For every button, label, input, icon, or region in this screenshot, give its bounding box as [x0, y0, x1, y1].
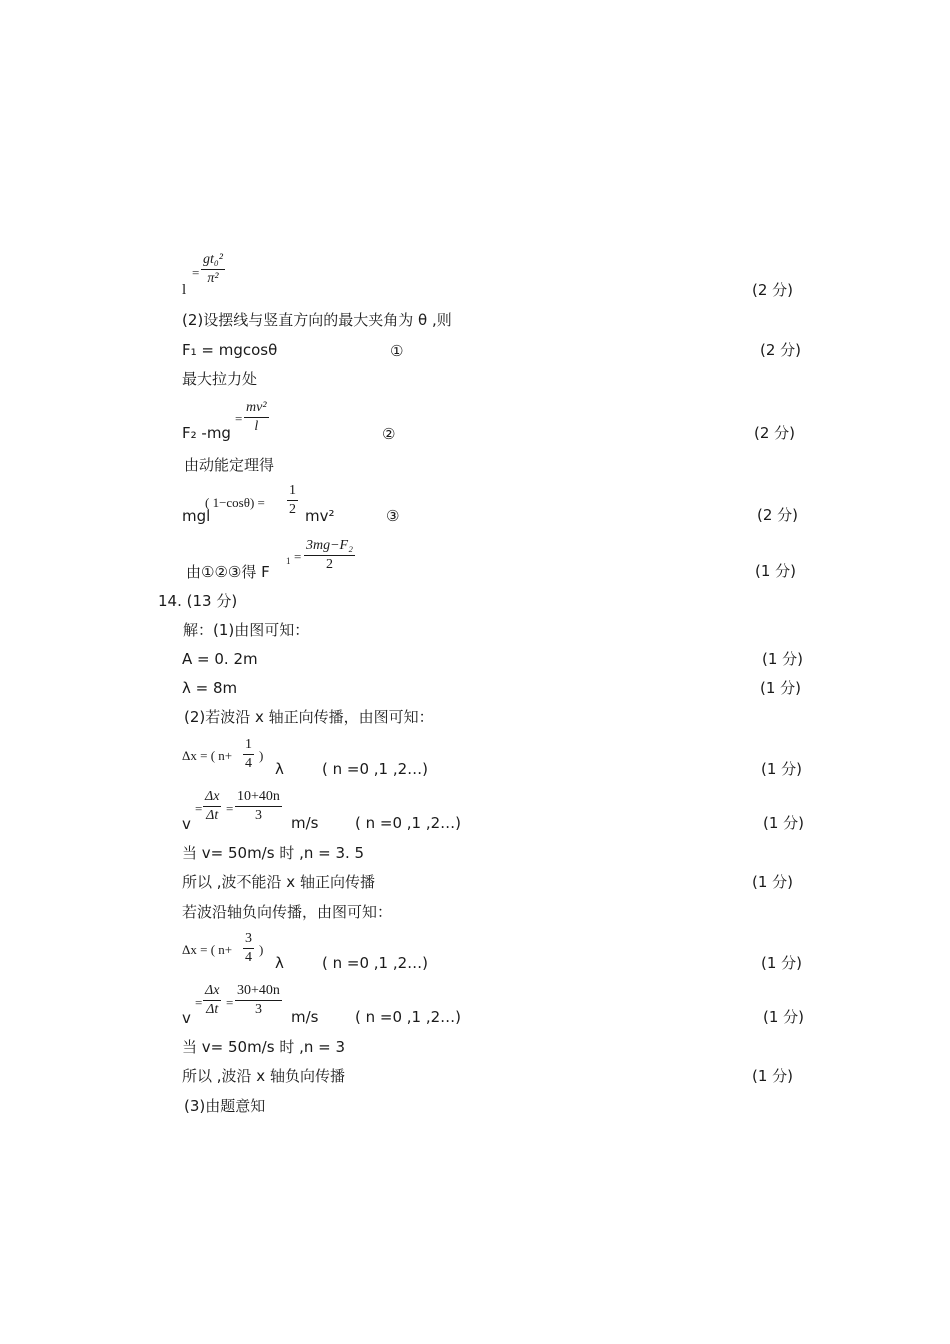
equals-sign: =	[192, 265, 200, 280]
score-points: (1 分)	[763, 814, 805, 832]
fraction-numerator: 3mg−F₂	[306, 538, 353, 553]
fraction-denominator: 2	[289, 502, 296, 517]
unit-ms: m/s	[291, 1008, 319, 1026]
fraction-numerator: mv²	[246, 400, 267, 415]
fraction-numerator: gt₀²	[203, 252, 223, 267]
conclusion-negative: 所以 ,波沿 x 轴负向传播	[182, 1067, 345, 1085]
score-points: (2 分)	[754, 424, 796, 442]
unit-ms: m/s	[291, 814, 319, 832]
fraction-denominator: π²	[207, 271, 219, 286]
fraction-denominator: 4	[245, 950, 252, 965]
formula-energy-right: mv²	[305, 507, 335, 525]
part2-text: (2)设摆线与竖直方向的最大夹角为 θ ,则	[182, 311, 452, 329]
fraction-quarter	[243, 737, 254, 772]
fraction-v2	[235, 983, 282, 1018]
equals-sign: =	[294, 549, 302, 564]
part3-text: (3)由题意知	[184, 1097, 266, 1115]
score-points: (1 分)	[761, 954, 803, 972]
fraction-f2	[244, 400, 269, 435]
fraction-denominator: 3	[254, 1002, 262, 1017]
formula-energy-paren: ( 1−cosθ) =	[205, 495, 265, 510]
wavelength-value: λ = 8m	[182, 679, 238, 697]
fraction-dx-dt	[203, 789, 221, 824]
fraction-v1	[235, 789, 282, 824]
fraction-denominator: Δt	[206, 1002, 219, 1017]
formula-dx1-left: Δx = ( n+	[182, 748, 233, 763]
score-points: (1 分)	[763, 1008, 805, 1026]
formula-dx1-right: )	[259, 748, 264, 763]
score-points: (1 分)	[760, 679, 802, 697]
score-points: (2 分)	[760, 341, 802, 359]
score-points: (1 分)	[752, 1067, 794, 1085]
fraction-numerator: 1	[289, 483, 296, 498]
question-14-heading: 14. (13 分)	[158, 592, 238, 610]
fraction-denominator: 2	[325, 557, 333, 572]
amplitude-value: A = 0. 2m	[182, 650, 258, 668]
fraction-numerator: 30+40n	[237, 983, 280, 998]
n-range: ( n =0 ,1 ,2…)	[322, 954, 429, 972]
result-subscript: 1	[286, 556, 291, 566]
lambda-symbol: λ	[275, 760, 284, 778]
equation-mark-3: ③	[386, 507, 400, 525]
fraction-result	[304, 538, 355, 573]
n-range: ( n =0 ,1 ,2…)	[355, 814, 462, 832]
score-points: (1 分)	[761, 760, 803, 778]
formula-dx2-right: )	[259, 942, 264, 957]
fraction-numerator: Δx	[205, 789, 220, 804]
score-points: (1 分)	[762, 650, 804, 668]
when-v-positive: 当 v= 50m/s 时 ,n = 3. 5	[182, 844, 365, 862]
formula-l-var: l	[182, 282, 187, 298]
formula-v2-var: v	[182, 1009, 191, 1027]
when-v-negative: 当 v= 50m/s 时 ,n = 3	[182, 1038, 346, 1056]
equation-mark-2: ②	[382, 425, 396, 443]
fraction-three-quarters	[243, 931, 254, 966]
max-pull-text: 最大拉力处	[182, 370, 258, 388]
fraction-numerator: 10+40n	[237, 789, 280, 804]
formula-f1: F₁ = mgcosθ	[182, 341, 278, 359]
fraction-denominator: Δt	[206, 808, 219, 823]
equals-sign: =	[195, 995, 203, 1010]
fraction-numerator: 3	[245, 931, 252, 946]
score-points: (2 分)	[757, 506, 799, 524]
fraction-numerator: Δx	[205, 983, 220, 998]
n-range: ( n =0 ,1 ,2…)	[322, 760, 429, 778]
fraction-denominator: 4	[245, 756, 252, 771]
score-points: (1 分)	[755, 562, 797, 580]
score-points: (2 分)	[752, 281, 794, 299]
n-range: ( n =0 ,1 ,2…)	[355, 1008, 462, 1026]
formula-f2: F₂ -mg	[182, 424, 231, 442]
energy-theorem-text: 由动能定理得	[184, 456, 275, 474]
lambda-symbol: λ	[275, 954, 284, 972]
equals-sign: =	[235, 411, 243, 426]
solution-intro: 解：(1)由图可知：	[183, 621, 310, 639]
formula-dx2-left: Δx = ( n+	[182, 942, 233, 957]
equals-sign: =	[195, 801, 203, 816]
conclusion-positive: 所以 ,波不能沿 x 轴正向传播	[182, 873, 375, 891]
result-text: 由①②③得 F	[186, 563, 270, 581]
fraction-l	[201, 252, 225, 287]
equation-mark-1: ①	[390, 342, 404, 360]
fraction-half	[287, 483, 298, 518]
fraction-dx-dt	[203, 983, 221, 1018]
negative-direction-text: 若波沿轴负向传播，由图可知：	[182, 903, 393, 921]
score-points: (1 分)	[752, 873, 794, 891]
fraction-denominator: l	[254, 419, 259, 434]
equals-sign: =	[226, 995, 234, 1010]
formula-v1-var: v	[182, 815, 191, 833]
formula-energy-left: mgl	[182, 507, 211, 525]
part2-positive-text: (2)若波沿 x 轴正向传播，由图可知：	[184, 708, 434, 726]
fraction-denominator: 3	[254, 808, 262, 823]
fraction-numerator: 1	[245, 737, 252, 752]
equals-sign: =	[226, 801, 234, 816]
